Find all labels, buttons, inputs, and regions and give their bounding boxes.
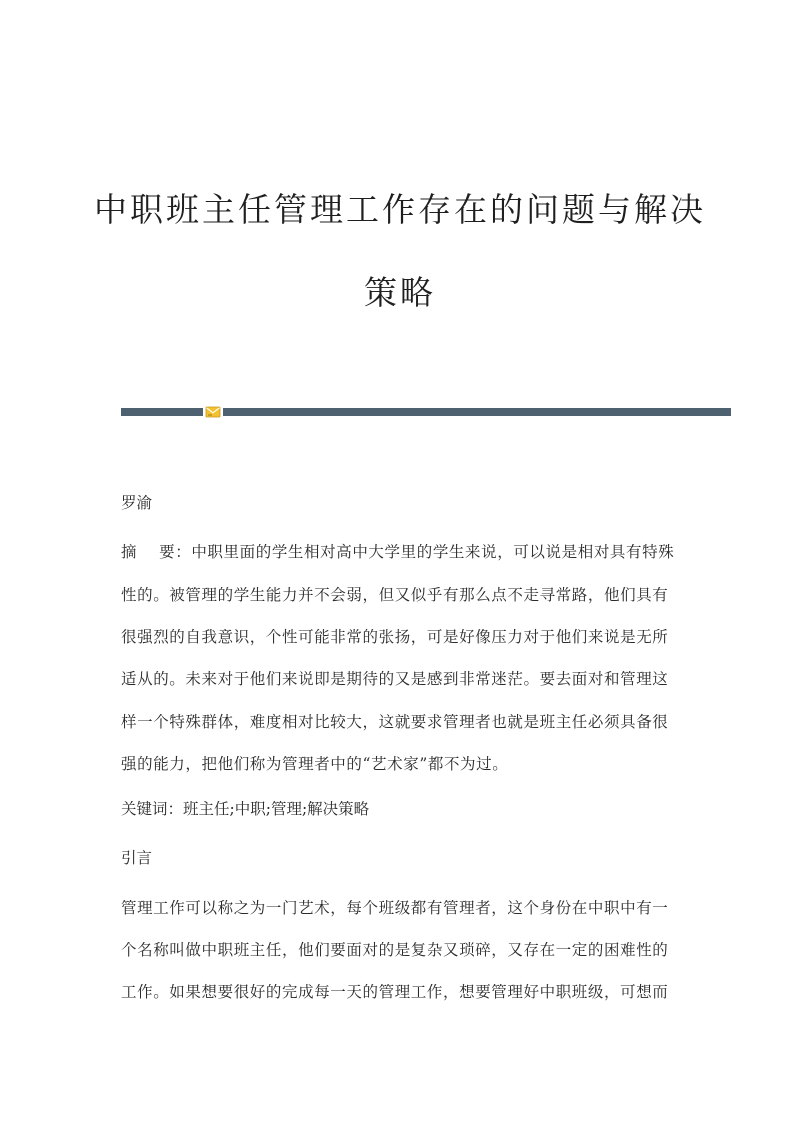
abstract-label-first: 摘 (121, 543, 138, 561)
intro-heading: 引言 (121, 849, 153, 867)
document-title-line-2: 策略 (364, 273, 436, 312)
body-paragraph-line: 个名称叫做中职班主任，他们要面对的是复杂又琐碎，又存在一定的困难性的 (121, 941, 669, 959)
abstract-line: 样一个特殊群体，难度相对比较大，这就要求管理者也就是班主任必须具备很 (121, 713, 669, 731)
title-divider-right (223, 408, 731, 416)
abstract-label-second: 要： (159, 543, 192, 561)
abstract-line: 适从的。未来对于他们来说即是期待的又是感到非常迷茫。要去面对和管理这 (121, 670, 669, 688)
abstract-line: 性的。被管理的学生能力并不会弱，但又似乎有那么点不走寻常路，他们具有 (121, 586, 669, 604)
body-paragraph-line: 管理工作可以称之为一门艺术，每个班级都有管理者，这个身份在中职中有一 (121, 899, 669, 917)
body-paragraph-line: 工作。如果想要很好的完成每一天的管理工作，想要管理好中职班级，可想而 (121, 983, 669, 1001)
keywords: 关键词：班主任;中职;管理;解决策略 (121, 800, 370, 818)
abstract-text: 中职里面的学生相对高中大学里的学生来说，可以说是相对具有特殊 (191, 543, 675, 561)
title-divider-left (121, 408, 203, 416)
abstract-line (121, 545, 674, 561)
abstract-line: 强的能力，把他们称为管理者中的“艺术家”都不为过。 (121, 755, 509, 773)
envelope-icon (205, 405, 221, 419)
author-name: 罗渝 (121, 494, 153, 512)
document-title-line-1: 中职班主任管理工作存在的问题与解决 (94, 190, 706, 229)
abstract-line: 很强烈的自我意识，个性可能非常的张扬，可是好像压力对于他们来说是无所 (121, 628, 669, 646)
